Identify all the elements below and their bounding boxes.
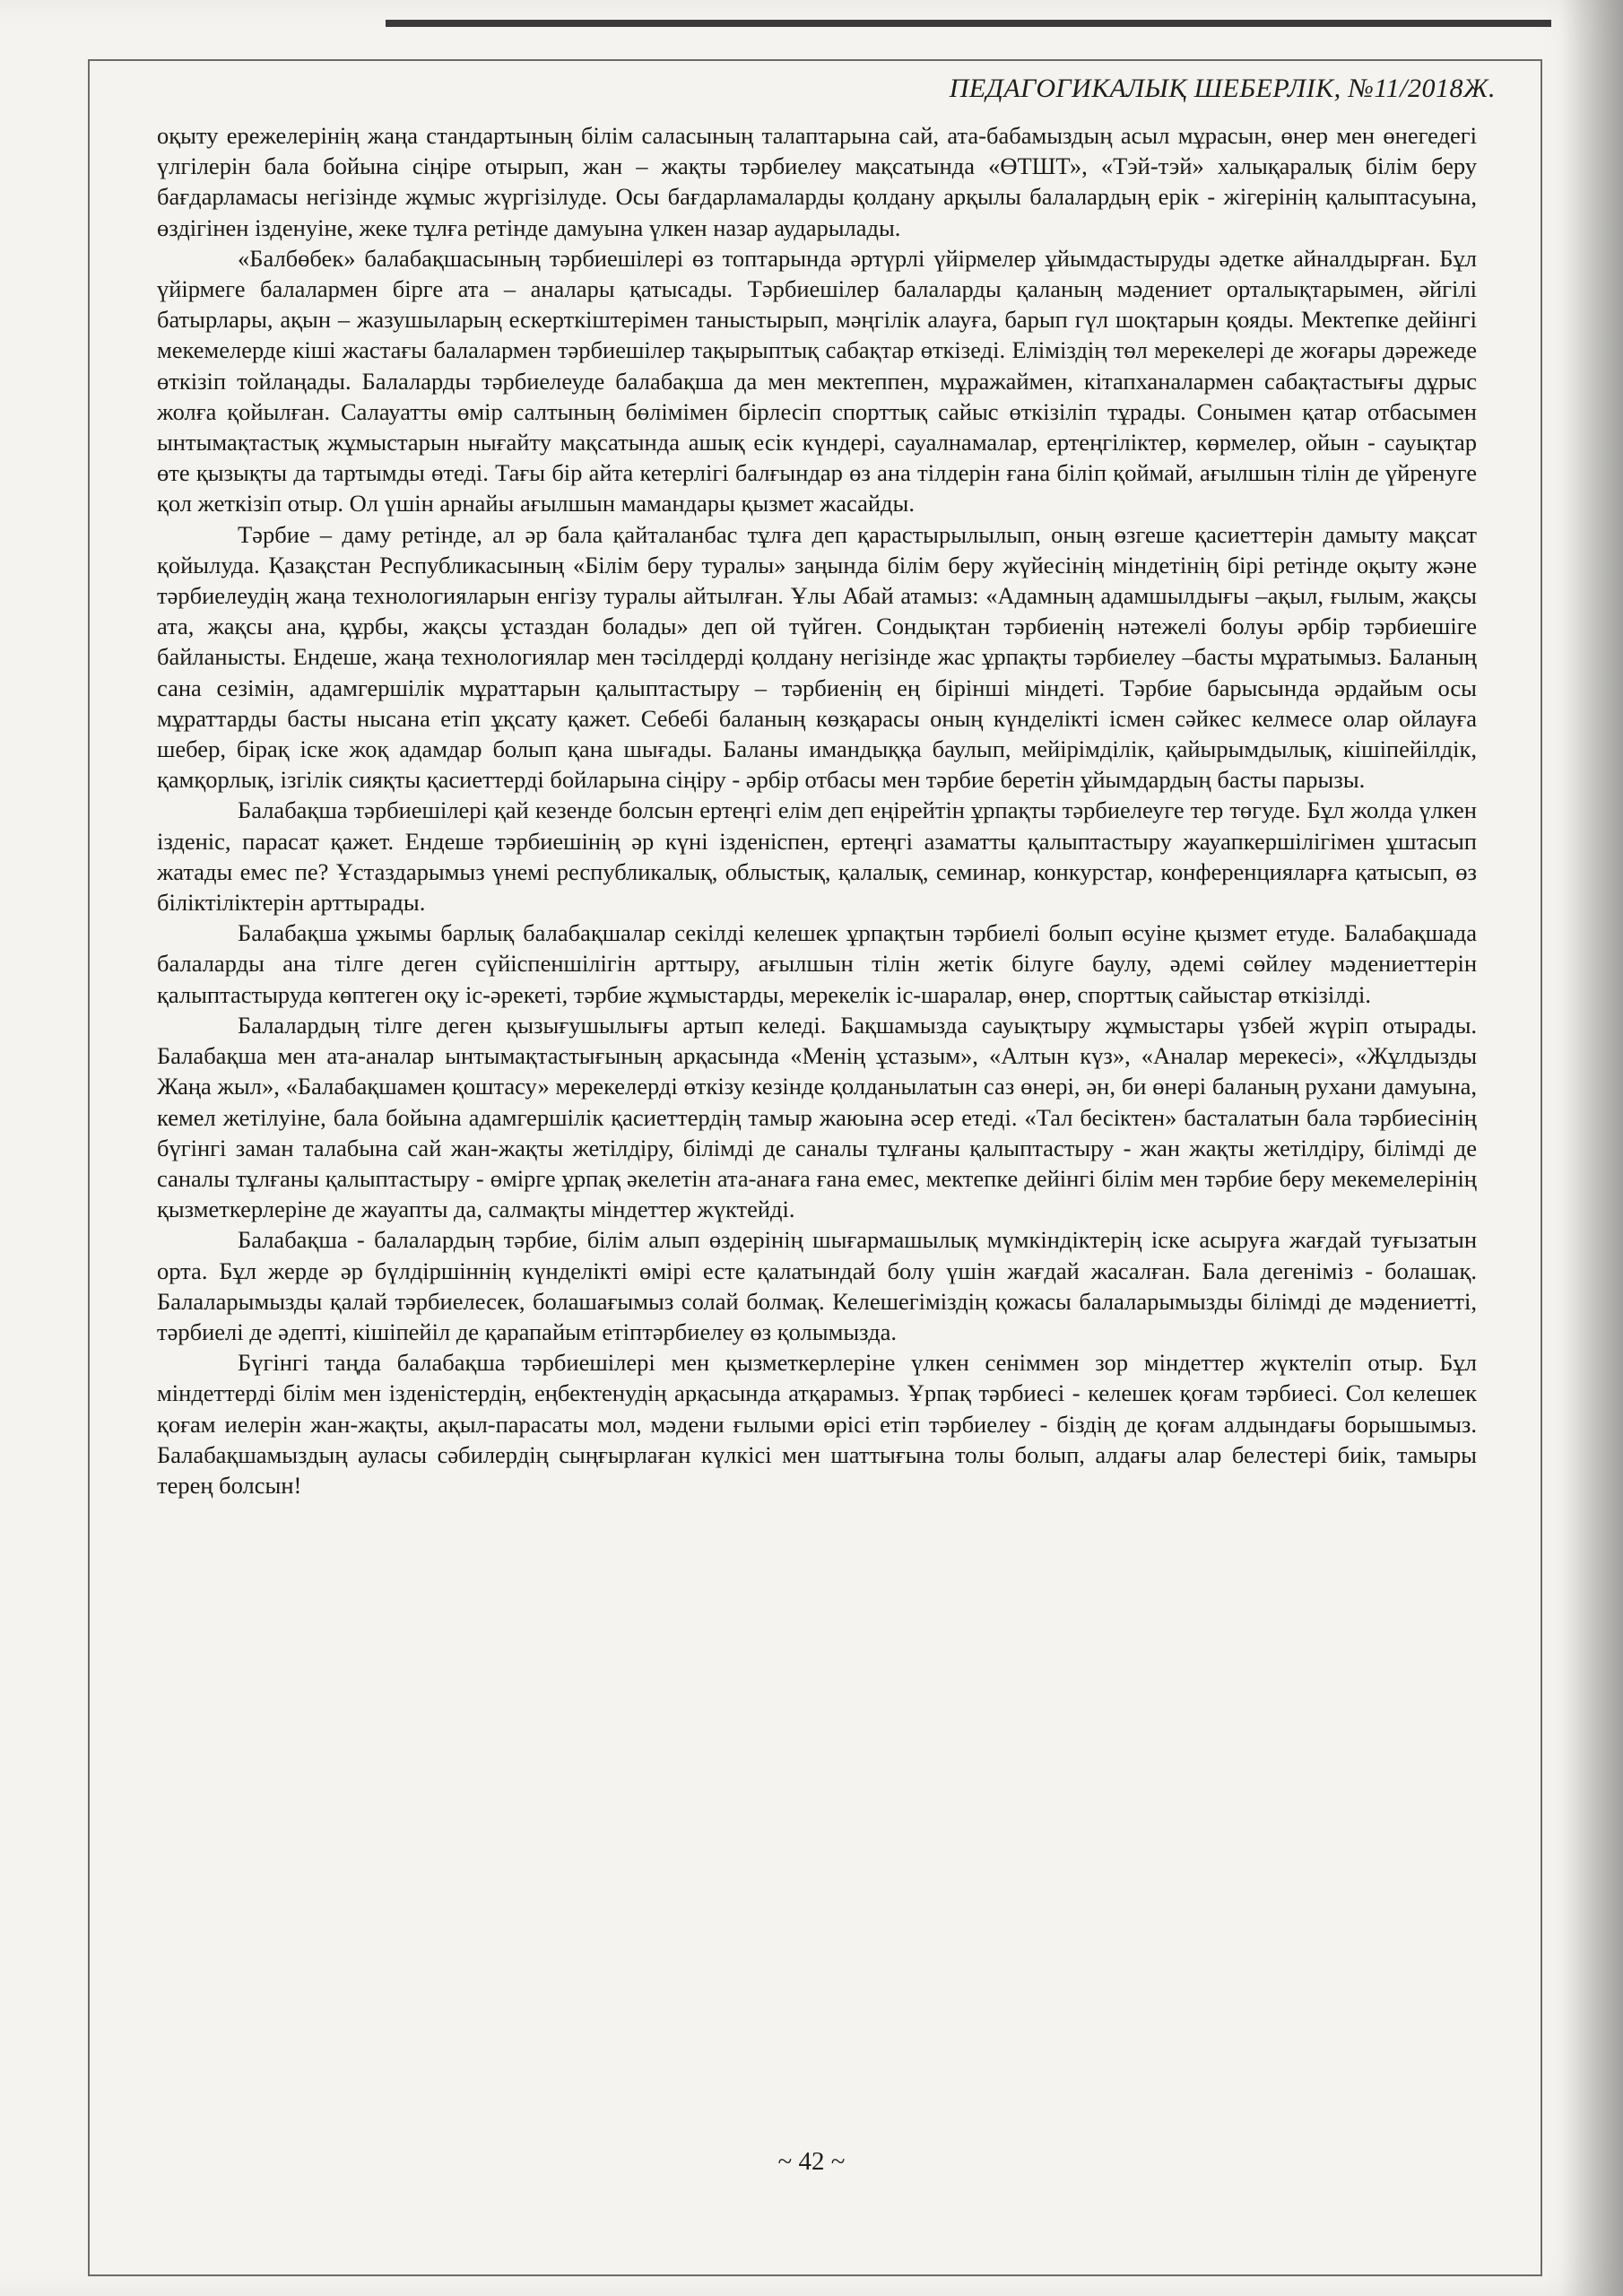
paragraph: Балабақша ұжымы барлық балабақшалар секілді келешек ұрпақтын тәрбиелі болып өсуіне қызмет етуде. Балабақшада балаларды ана тілге деген сүйіспеншілігін арттыру, ағылшын тілін жетік білуге баулу, әдемі сөйлеу мәдениеттерін қалыптастыруда көптеген оқу іс-әрекеті, тәрбие жұмыстарды, мерекелік іс-шаралар, өнер, спорттық сайыстар өткізілді.	[157, 919, 1477, 1008]
paragraph: Тәрбие – даму ретінде, ал әр бала қайталанбас тұлға деп қарастырылылып, оның өзгеше қасиеттерін дамыту мақсат қойылуда. Қазақстан Республикасының «Білім беру туралы» заңында білім беру жүйесінің міндетінің бірі ретінде оқыту және тәрбиелеудің жаңа технологияларын енгізу туралы айтылған. Ұлы Абай атамыз: «Адамның адамшылдығы –ақыл, ғылым, жақсы ата, жақсы ана, құрбы, жақсы ұстаздан болады» деп ой түйген. Сондықтан тәрбиенің нәтежелі болуы әрбір тәрбиешіге байланысты. Ендеше, жаңа технологиялар мен тәсілдерді қолдану негізінде жас ұрпақты тәрбиелеу –басты мұратымыз. Баланың сана сезімін, адамгершілік мұраттарын қалыптастыру – тәрбиенің ең бірінші міндеті. Тәрбие барысында әрдайым осы мұраттарды басты нысана етіп ұқсату қажет. Себебі баланың көзқарасы оның күнделікті ісмен сәйкес келмесе олар ойлауға шебер, бірақ іске жоқ адамдар болып қана шығады. Баланы имандыққа баулып, мейірімділік, қайырымдылық, кішіпейілдік, қамқорлық, ізгілік сияқты қасиеттерді бойларына сіңіру - әрбір отбасы мен тәрбие беретін ұйымдардың басты парызы.	[157, 520, 1477, 794]
paragraph: «Балбөбек» балабақшасының тәрбиешілері өз топтарында әртүрлі үйірмелер ұйымдастыруды әдетке айналдырған. Бұл үйірмеге балалармен бірге ата – аналары қатысады. Тәрбиешілер балаларды қаланың мәдениет орталықтарымен, әйгілі батырлары, ақын – жазушыларың ескерткіштерімен таныстырып, мәңгілік алауға, барып гүл шоқтарын қояды. Мектепке дейінгі мекемелерде кіші жастағы балалармен тәрбиешілер тақырыптық сабақтар өткізеді. Еліміздің төл мерекелері де жоғары дәрежеде өткізіп тойлаңады. Балаларды тәрбиелеуде балабақша да мен мектеппен, мұражаймен, кітапханалармен сабақтастығы дұрыс жолға қойылған. Салауатты өмір салтының бөлімімен бірлесіп спорттық сайыс өткізіліп тұрады. Сонымен қатар отбасымен ынтымақтастық жұмыстарын нығайту мақсатында ашық есік күндері, сауалнамалар, ертеңгіліктер, көрмелер, ойын - сауықтар өте қызықты да тартымды өтеді. Тағы бір айта кетерлігі балғындар өз ана тілдерін ғана біліп қоймай, ағылшын тілін де үйренуге қол жеткізіп отыр. Ол үшін арнайы ағылшын мамандары қызмет жасайды.	[157, 244, 1477, 517]
journal-header: ПЕДАГОГИКАЛЫҚ ШЕБЕРЛІК, №11/2018Ж.	[949, 74, 1496, 103]
paragraph: Бүгінгі таңда балабақша тәрбиешілері мен қызметкерлеріне үлкен сеніммен зор міндеттер жүктеліп отыр. Бұл міндеттерді білім мен ізденістердің, еңбектенудің арқасында атқарамыз. Ұрпақ тәрбиесі - келешек қоғам тәрбиесі. Сол келешек қоғам иелерін жан-жақты, ақыл-парасаты мол, мәдени ғылыми өрісі етіп тәрбиелеу - біздің де қоғам алдындағы борышымыз. Балабақшамыздың ауласы сәбилердің сыңғырлаған күлкісі мен шаттығына толы болып, алдағы алар белестері биік, тамыры терең болсын!	[157, 1349, 1477, 1499]
paragraph: Балабақша - балалардың тәрбие, білім алып өздерінің шығармашылық мүмкіндіктерің іске асыруға жағдай туғызатын орта. Бұл жерде әр бүлдіршіннің күнделікті өмірі есте қалатындай болу үшін жағдай жасалған. Бала дегеніміз - болашақ. Балаларымызды қалай тәрбиелесек, болашағымыз солай болмақ. Келешегіміздің қожасы балаларымызды білімді де мәдениетті, тәрбиелі де әдепті, кішіпейіл де қарапайым етіптәрбиелеу өз қолымызда.	[157, 1226, 1477, 1345]
page-top-edge	[386, 20, 1551, 27]
paragraph: Балалардың тілге деген қызығушылығы артып келеді. Бақшамызда сауықтыру жұмыстары үзбей жүріп отырады. Балабақша мен ата-аналар ынтымақтастығының арқасында «Менің ұстазым», «Алтын күз», «Аналар мерекесі», «Жұлдызды Жаңа жыл», «Балабақшамен қоштасу» мерекелерді өткізу кезінде қолданылатын саз өнері, ән, би өнері баланың рухани дамуына, кемел жетілуіне, бала бойына адамгершілік қасиеттердің тамыр жаюына әсер етеді. «Тал бесіктен» басталатын бала тәрбиесінің бүгінгі заман талабына сай жан-жақты жетілдіру, білімді де саналы тұлғаны қалыптастыру - жан жақты жетілдіру, білімді де саналы тұлғаны қалыптастыру - өмірге ұрпақ әкелетін ата-анаға ғана емес, мектепке дейінгі білім мен тәрбие беру мекемелерінің қызметкерлеріне де жауапты да, салмақты міндеттер жүктейді.	[157, 1011, 1477, 1223]
paragraph: Балабақша тәрбиешілері қай кезенде болсын ертеңгі елім деп еңірейтін ұрпақты тәрбиелеуге тер төгуде. Бұл жолда үлкен ізденіс, парасат қажет. Ендеше тәрбиешінің әр күні ізденіспен, ертеңгі азаматты қалыптастыру жауапкершілігімен ұштасып жатады емес пе? Ұстаздарымыз үнемі республикалық, облыстық, қалалық, семинар, конкурстар, конференцияларға қатысып, өз біліктіліктерін арттырады.	[157, 796, 1477, 917]
article-body	[157, 120, 1477, 2111]
page-number: ~ 42 ~	[777, 2147, 846, 2176]
paragraph: оқыту ережелерінің жаңа стандартының білім саласының талаптарына сай, ата-бабамыздың асыл мұрасын, өнер мен өнегедегі үлгілерін бала бойына сіңіре отырып, жан – жақты тәрбиелеу мақсатында «ӨТШТ», «Тэй-тэй» халықаралық білім беру бағдарламасы негізінде жұмыс жүргізілуде. Осы бағдарламаларды қолдану арқылы балалардың ерік - жігерінің қалыптасуына, өздігінен ізденуіне, жеке тұлға ретінде дамуына үлкен назар аударылады.	[157, 122, 1477, 241]
binding-shadow	[1560, 0, 1623, 2296]
